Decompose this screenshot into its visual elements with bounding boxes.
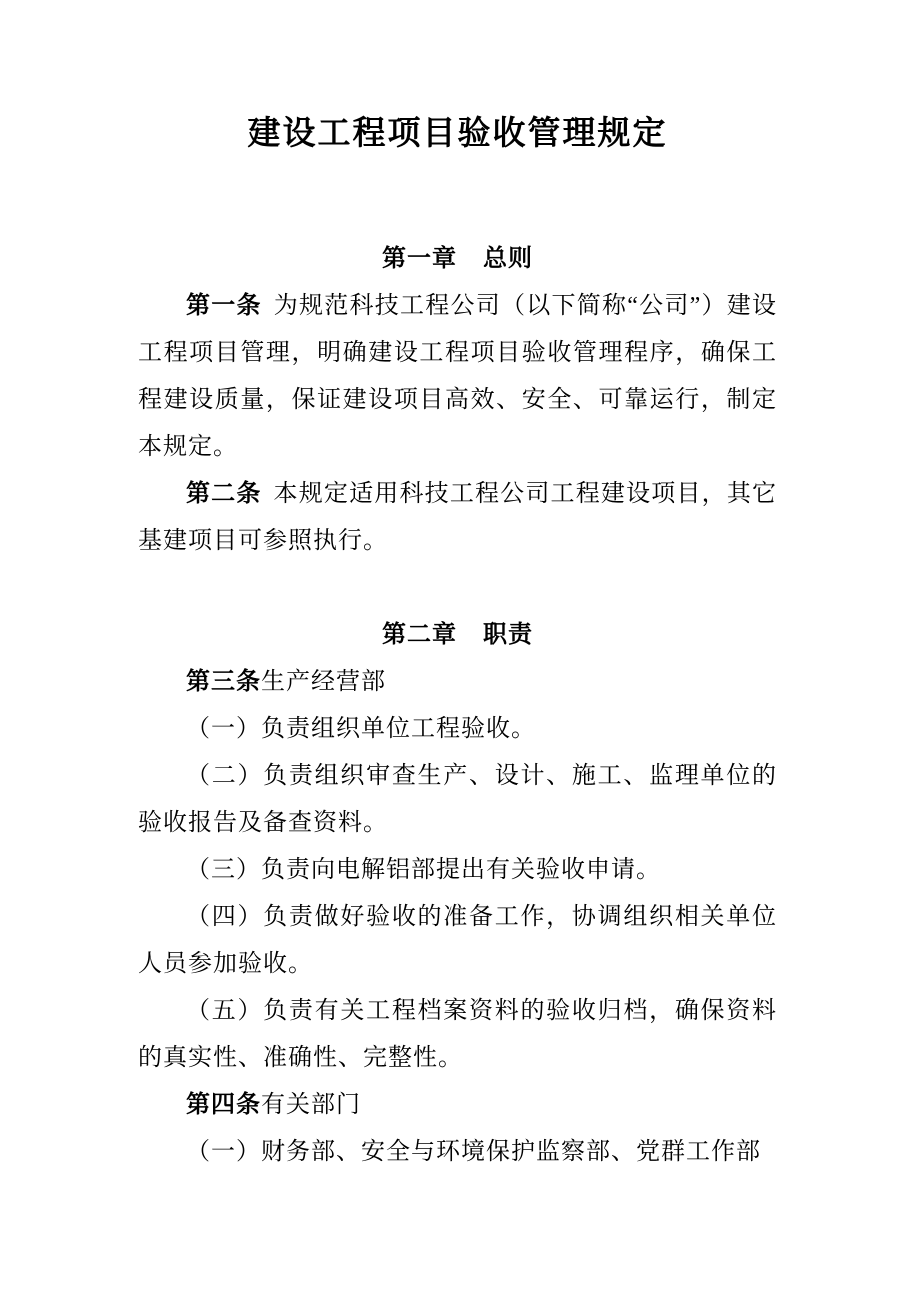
chapter-1-heading [138,236,777,283]
article-3-item-4: （四）负责做好验收的准备工作，协调组织相关单位人员参加验收。 [138,904,777,977]
article-1-label: 第一条 [186,293,262,319]
article-4-paragraph [138,1082,777,1129]
article-3-item-5: （五）负责有关工程档案资料的验收归档，确保资料的真实性、准确性、完整性。 [138,998,777,1071]
article-4-label: 第四条 [186,1092,261,1118]
document-content [0,112,920,1176]
article-4-item-1: （一）财务部、安全与环境保护监察部、党群工作部 [186,1139,761,1165]
article-2-paragraph [138,471,777,565]
article-3-item-3: （三）负责向电解铝部提出有关验收申请。 [186,857,661,883]
chapter-2-number: 第二章 [382,622,457,648]
article-2-label: 第二条 [186,481,262,507]
article-2-text: 本规定适用科技工程公司工程建设项目，其它基建项目可参照执行。 [138,481,777,554]
document-title: 建设工程项目验收管理规定 [247,116,668,152]
article-3-item-1: （一）负责组织单位工程验收。 [186,716,536,742]
article-1-text: 为规范科技工程公司（以下简称“公司”）建设工程项目管理，明确建设工程项目验收管理程序，确保工程建设质量，保证建设项目高效、安全、可靠运行，制定本规定。 [138,293,777,460]
article-1-paragraph [138,283,777,471]
chapter-2-heading [138,612,777,659]
chapter-1-number: 第一章 [382,246,457,272]
article-3-item-2: （二）负责组织审查生产、设计、施工、监理单位的验收报告及备查资料。 [138,763,777,836]
article-4-text: 有关部门 [261,1092,361,1118]
article-3-label: 第三条 [186,669,261,695]
chapter-1-name: 总则 [483,246,533,272]
article-3-paragraph [138,659,777,706]
chapter-2-name: 职责 [483,622,533,648]
article-3-text: 生产经营部 [261,669,386,695]
